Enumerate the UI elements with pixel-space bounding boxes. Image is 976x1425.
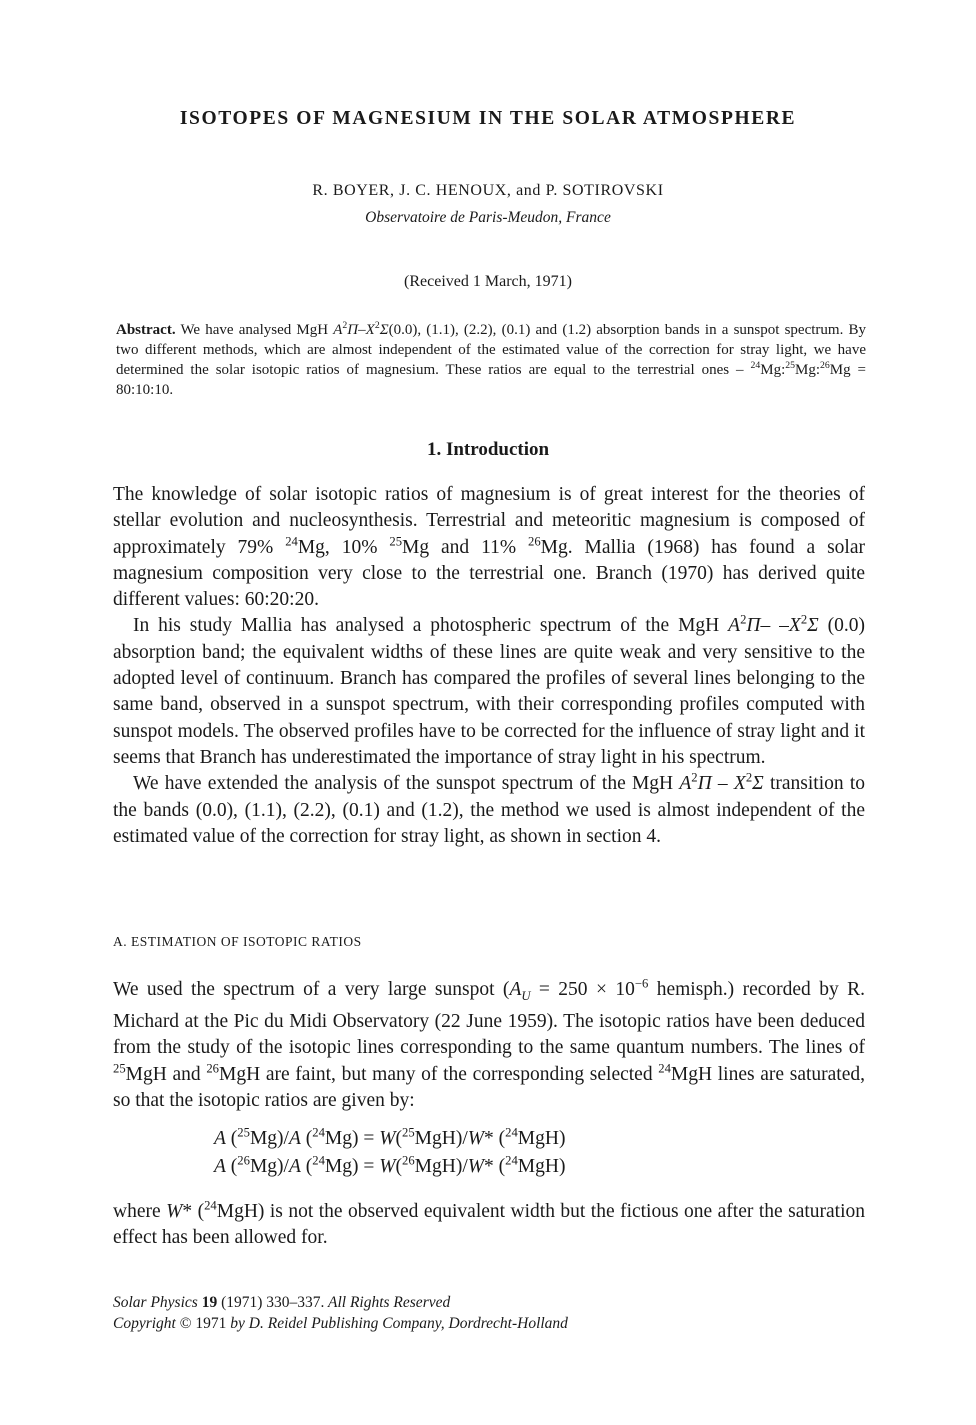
affiliation: Observatoire de Paris-Meudon, France (365, 209, 611, 226)
citation-line: Solar Physics 19 (1971) 330–337. All Rights Reserved (113, 1294, 451, 1311)
paper-title: ISOTOPES OF MAGNESIUM IN THE SOLAR ATMOSPHERE (179, 108, 797, 129)
paragraph-estimation-1: We used the spectrum of a very large sunspot ($A_U = 250 \times 10^{-6}$ hemisph.) recorded by R. Michard at the Pic du Midi Observatory (22 June 1959). The isotopic ratios have been deduced from the study of the isotopic lines corresponding to the same quantum numbers. The lines of $^{25}$MgH and $^{26}$MgH are faint, but many of the corresponding selected $^{24}$MgH lines are saturated, so that the isotopic ratios are given by: (113, 976, 865, 1112)
equation-1: A ($^{25}$Mg)/A ($^{24}$Mg) = W($^{25}$MgH)/W* ($^{24}$MgH) (214, 1125, 566, 1149)
paragraph-intro-3: We have extended the analysis of the sunspot spectrum of the MgH $A^2\Pi - X^2\Sigma$ transition to the bands (0.0), (1.1), (2.2), (0.1) and (1.2), the method we used is almost independent of the estimated value of the correction for stray light, as shown in section 4. (113, 770, 866, 847)
paragraph-intro-2: In his study Mallia has analysed a photospheric spectrum of the MgH $A^2\Pi-$ $-X^2\Sigma$ (0.0) absorption band; the equivalent widths of these lines are quite weak and very sensitive to the adopted level of continuum. Branch has compared the profiles of several lines belonging to the same band, observed in a sunspot spectrum, with their corresponding profiles computed with sunspot models. The observed profiles have to be corrected for the influence of stray light and it seems that Branch has underestimated the importance of stray light in his spectrum. (113, 612, 865, 768)
journal-footer (113, 1292, 568, 1334)
abstract: Abstract. We have analysed MgH $A^2\Pi-X^2\Sigma(0.0)$, (1.1), (2.2), (0.1) and (1.2) absorption bands in a sunspot spectrum. By two different methods, which are almost independent of the estimated value of the correction for stray light, we have determined the solar isotopic ratios of magnesium. These ratios are equal to the terrestrial ones – $^{24}$Mg:$^{25}$Mg:$^{26}$Mg = 80:10:10. (116, 320, 867, 398)
paragraph-where: where W* ($^{24}$MgH) is not the observed equivalent width but the fictious one after the saturation effect has been allowed for. (113, 1198, 866, 1249)
equation-block (214, 1125, 565, 1181)
subsection-heading: A. ESTIMATION OF ISOTOPIC RATIOS (113, 934, 362, 949)
equation-2: A ($^{26}$Mg)/A ($^{24}$Mg) = W($^{26}$MgH)/W* ($^{24}$MgH) (214, 1153, 566, 1177)
abstract-label: Abstract. (116, 322, 176, 338)
copyright-line: Copyright © 1971 by D. Reidel Publishing Company, Dordrecht-Holland (113, 1315, 568, 1332)
estimation-body (113, 977, 865, 1114)
introduction-body (113, 482, 865, 850)
received-date: (Received 1 March, 1971) (404, 273, 572, 290)
paragraph-intro-1: The knowledge of solar isotopic ratios of magnesium is of great interest for the theories of stellar evolution and nucleosynthesis. Terrestrial and meteoritic magnesium is composed of approximately 79% $^{24}$Mg, 10% $^{25}$Mg and 11% $^{26}$Mg. Mallia (1968) has found a solar magnesium composition very close to the terrestrial one. Branch (1970) has derived quite different values: 60:20:20. (113, 484, 866, 611)
author-list: R. BOYER, J. C. HENOUX, and P. SOTIROVSKI (312, 182, 664, 199)
where-body (113, 1199, 865, 1252)
section-title: 1. Introduction (426, 439, 550, 460)
